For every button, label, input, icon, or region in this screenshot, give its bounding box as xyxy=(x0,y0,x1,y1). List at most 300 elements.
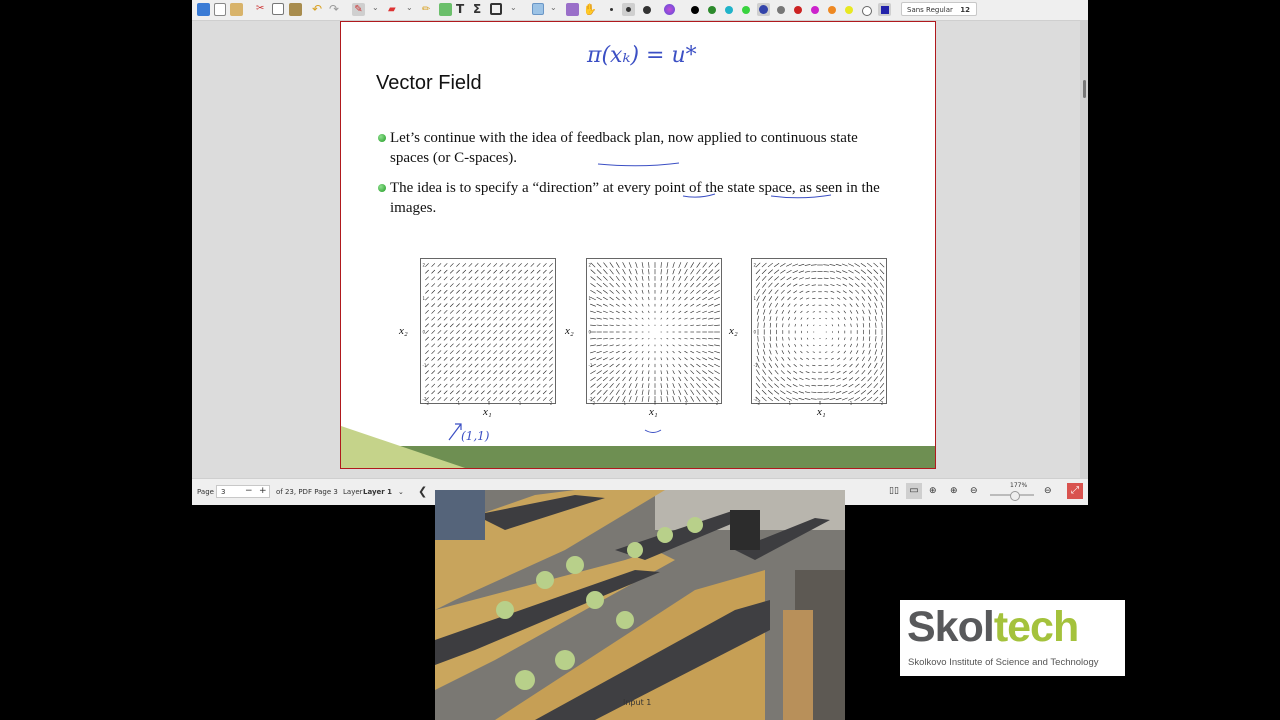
vector-arrow xyxy=(463,357,466,360)
vector-arrow xyxy=(806,285,810,286)
vector-arrow xyxy=(769,290,772,295)
vector-arrow xyxy=(667,269,668,274)
vector-arrow xyxy=(782,310,784,314)
vector-arrow xyxy=(549,297,552,300)
vector-arrow xyxy=(610,262,614,267)
vector-arrow xyxy=(629,269,631,274)
vector-arrow xyxy=(863,350,865,354)
color-green-icon[interactable] xyxy=(708,6,716,14)
vector-arrow xyxy=(543,283,546,286)
vector-arrow xyxy=(438,270,441,273)
vector-arrow xyxy=(531,397,534,400)
vector-arrow xyxy=(537,263,540,266)
vector-arrow xyxy=(629,290,631,294)
vector-arrow xyxy=(444,397,447,400)
vector-arrow xyxy=(506,277,509,280)
vector-arrow xyxy=(769,356,771,361)
vector-arrow xyxy=(487,371,490,374)
vector-arrow xyxy=(861,390,866,394)
vector-arrow xyxy=(481,397,484,400)
vector-arrow xyxy=(512,297,515,300)
vector-arrow xyxy=(537,397,540,400)
thick-line-icon[interactable] xyxy=(643,6,651,14)
vector-arrow xyxy=(549,364,552,367)
vector-arrow xyxy=(603,364,608,367)
vector-arrow xyxy=(525,263,528,266)
vector-arrow xyxy=(830,385,835,386)
vector-arrow xyxy=(702,358,707,360)
vector-arrow xyxy=(762,270,766,274)
color-lightgreen-icon[interactable] xyxy=(742,6,750,14)
vector-arrow xyxy=(811,278,816,279)
vector-arrow xyxy=(543,304,546,307)
font-selector[interactable] xyxy=(901,2,977,16)
color-black-icon[interactable] xyxy=(691,6,699,14)
vector-arrow xyxy=(714,304,720,306)
vector-arrow xyxy=(506,384,509,387)
vector-arrow xyxy=(636,283,638,287)
vector-arrow xyxy=(432,391,435,394)
vector-arrow xyxy=(591,390,596,394)
vector-arrow xyxy=(768,263,773,267)
vertical-scrollbar[interactable] xyxy=(1080,20,1088,478)
vector-arrow xyxy=(843,297,846,299)
vector-arrow xyxy=(525,283,528,286)
vector-arrow xyxy=(685,383,688,388)
vector-arrow xyxy=(690,318,694,319)
vector-arrow xyxy=(636,262,638,268)
vector-arrow xyxy=(494,357,497,360)
vector-arrow xyxy=(463,384,466,387)
vector-arrow xyxy=(673,358,675,361)
page-info: of 23, PDF Page 3 xyxy=(276,488,338,496)
vector-arrow xyxy=(775,290,778,294)
vector-arrow xyxy=(444,317,447,320)
vector-arrow xyxy=(708,297,713,300)
color-gray-icon[interactable] xyxy=(777,6,785,14)
vector-arrow xyxy=(684,325,687,326)
vector-arrow xyxy=(610,283,614,287)
layer-prev-icon[interactable]: ❮ xyxy=(418,485,428,498)
eraser-dropdown-icon[interactable]: ⌄ xyxy=(406,3,413,12)
color-magenta-icon[interactable] xyxy=(811,6,819,14)
vector-arrow xyxy=(673,370,675,374)
open-folder-icon[interactable] xyxy=(230,3,243,16)
vector-arrow xyxy=(673,318,675,319)
vector-arrow xyxy=(781,283,785,286)
vector-arrow xyxy=(880,390,884,395)
vector-arrow xyxy=(603,283,608,287)
vector-arrow xyxy=(444,384,447,387)
vector-arrow xyxy=(616,283,619,287)
fullscreen-icon[interactable]: ⤢ xyxy=(1067,483,1083,499)
vector-arrow xyxy=(811,265,817,266)
vector-arrow xyxy=(799,284,803,286)
pen-dropdown-icon[interactable]: ⌄ xyxy=(372,3,379,12)
vector-arrow xyxy=(603,358,608,360)
zoom-in-icon[interactable]: ⊕ xyxy=(950,486,958,496)
vector-arrow xyxy=(506,391,509,394)
vector-arrow xyxy=(708,276,713,280)
image-icon[interactable] xyxy=(439,3,452,16)
vector-arrow xyxy=(512,384,515,387)
vector-arrow xyxy=(850,317,851,320)
vector-arrow xyxy=(667,325,669,326)
vector-arrow xyxy=(481,317,484,320)
color-white-icon[interactable] xyxy=(862,6,872,16)
vector-arrow xyxy=(506,263,509,266)
vector-arrow xyxy=(642,364,643,367)
vector-arrow xyxy=(696,269,700,274)
vector-arrow xyxy=(438,290,441,293)
zoom-fit-icon[interactable]: ⊕ xyxy=(929,486,937,496)
vector-arrow xyxy=(616,262,619,267)
vector-arrow xyxy=(636,390,638,395)
vector-arrow xyxy=(770,336,771,341)
vector-arrow xyxy=(715,263,719,267)
thin-line-icon[interactable] xyxy=(610,8,613,11)
vector-arrow xyxy=(780,391,785,394)
vector-arrow xyxy=(824,271,829,272)
vector-arrow xyxy=(774,390,779,394)
vector-arrow xyxy=(649,396,650,402)
vector-arrow xyxy=(475,344,478,347)
vector-arrow xyxy=(849,284,853,287)
vector-arrow xyxy=(702,276,706,280)
vector-arrow xyxy=(757,316,758,322)
vector-arrow xyxy=(481,384,484,387)
vector-arrow xyxy=(525,357,528,360)
vector-arrow xyxy=(500,277,503,280)
vector-arrow xyxy=(708,351,713,353)
page-increment-icon[interactable]: + xyxy=(259,486,267,496)
vector-arrow xyxy=(696,283,700,287)
scrollbar-thumb[interactable] xyxy=(1083,80,1086,98)
vector-arrow xyxy=(432,397,435,400)
vector-arrow xyxy=(764,323,765,328)
vector-arrow xyxy=(494,377,497,380)
vector-arrow xyxy=(438,304,441,307)
vector-arrow xyxy=(837,291,841,293)
vector-arrow xyxy=(850,310,852,313)
vector-arrow xyxy=(831,372,835,373)
vector-arrow xyxy=(667,364,668,367)
vector-arrow xyxy=(481,290,484,293)
vector-arrow xyxy=(875,343,876,348)
vector-arrow xyxy=(623,370,626,374)
medium-line-icon[interactable] xyxy=(622,3,635,16)
vector-arrow xyxy=(770,323,771,328)
vector-arrow xyxy=(629,318,632,319)
vector-arrow xyxy=(874,283,878,288)
vector-arrow xyxy=(636,276,638,281)
vector-arrow xyxy=(649,390,650,395)
vector-arrow xyxy=(597,297,602,300)
vector-arrow xyxy=(475,384,478,387)
vector-arrow xyxy=(444,263,447,266)
vector-arrow xyxy=(487,317,490,320)
save-icon[interactable] xyxy=(197,3,210,16)
vector-arrow xyxy=(690,276,693,281)
vector-arrow xyxy=(801,324,802,326)
vector-arrow xyxy=(444,283,447,286)
page-number-input[interactable]: 3 xyxy=(221,488,226,496)
vector-arrow xyxy=(774,276,779,280)
vector-arrow xyxy=(696,390,700,395)
vector-arrow xyxy=(868,283,872,288)
single-page-view-icon[interactable]: ▭ xyxy=(906,483,922,499)
vector-arrow xyxy=(757,296,760,302)
vector-arrow xyxy=(684,338,687,339)
vector-arrow xyxy=(512,344,515,347)
vector-arrow xyxy=(775,357,777,361)
vector-arrow xyxy=(661,269,662,274)
vector-arrow xyxy=(537,357,540,360)
vector-arrow xyxy=(661,396,662,402)
zoom-slider-knob[interactable] xyxy=(1010,491,1020,501)
vector-arrow xyxy=(590,311,596,313)
vector-arrow xyxy=(702,290,707,293)
y-tick-label: 0 xyxy=(422,329,426,335)
vector-arrow xyxy=(469,283,472,286)
zoom-out-icon[interactable]: ⊖ xyxy=(970,486,978,496)
vector-arrow xyxy=(425,277,428,280)
vector-arrow xyxy=(525,337,528,340)
zoom-slider[interactable] xyxy=(990,494,1034,496)
vector-arrow xyxy=(788,304,790,307)
vector-arrow xyxy=(444,270,447,273)
page-spinner[interactable] xyxy=(216,485,270,498)
vertical-space-icon[interactable] xyxy=(566,3,579,16)
vector-arrow xyxy=(642,290,643,294)
vector-arrow xyxy=(494,304,497,307)
vector-arrow xyxy=(444,377,447,380)
vector-arrow xyxy=(518,310,521,313)
vector-arrow xyxy=(642,325,644,326)
vector-arrow xyxy=(768,397,773,401)
vector-arrow xyxy=(762,376,766,381)
shape-icon[interactable] xyxy=(490,3,502,15)
highlighter-icon[interactable]: ✏ xyxy=(422,4,431,15)
vector-arrow xyxy=(813,318,815,319)
vector-arrow xyxy=(438,371,441,374)
vector-arrow xyxy=(590,290,595,293)
vector-arrow xyxy=(868,290,871,295)
vector-arrow xyxy=(438,310,441,313)
bullet-dot-icon xyxy=(378,134,386,142)
vector-arrow xyxy=(837,378,841,380)
vector-arrow xyxy=(825,358,828,359)
vector-arrow xyxy=(649,262,650,268)
vector-arrow xyxy=(702,370,707,373)
vector-arrow xyxy=(623,377,626,381)
vector-arrow xyxy=(696,338,700,339)
eraser-icon[interactable]: ▰ xyxy=(388,4,396,15)
vector-arrow xyxy=(432,350,435,353)
vector-arrow xyxy=(642,351,643,353)
vector-arrow xyxy=(690,364,694,367)
select-rect-icon[interactable] xyxy=(532,3,544,15)
two-page-view-icon[interactable]: ▯▯ xyxy=(889,486,899,496)
x-tick-label: -2 xyxy=(425,400,429,405)
vector-arrow xyxy=(661,370,662,374)
vector-arrow xyxy=(836,385,841,387)
color-red-icon[interactable] xyxy=(794,6,802,14)
vector-arrow xyxy=(708,364,713,367)
vector-arrow xyxy=(831,305,834,306)
vector-arrow xyxy=(456,317,459,320)
vector-arrow xyxy=(537,317,540,320)
vector-arrow xyxy=(811,392,816,393)
vector-arrow xyxy=(616,390,619,395)
vector-arrow xyxy=(799,378,803,380)
vector-arrow xyxy=(685,297,688,300)
vector-arrow xyxy=(456,283,459,286)
vector-arrow xyxy=(824,385,829,386)
vector-arrow xyxy=(787,371,791,374)
vector-arrow xyxy=(673,290,675,294)
vector-arrow xyxy=(882,322,883,328)
custom-color-icon[interactable] xyxy=(878,3,891,16)
vector-arrow xyxy=(456,277,459,280)
vector-arrow xyxy=(456,297,459,300)
vector-arrow xyxy=(642,304,643,307)
vector-arrow xyxy=(825,345,827,346)
vector-arrow xyxy=(667,390,668,395)
vector-arrow xyxy=(438,277,441,280)
zoom-value: 177% xyxy=(1010,482,1028,489)
hand-icon[interactable]: ✋ xyxy=(583,3,597,16)
vector-arrow xyxy=(537,324,540,327)
vector-arrow xyxy=(475,304,478,307)
vector-arrow xyxy=(868,363,871,368)
vector-arrow xyxy=(867,270,872,274)
color-yellow-icon[interactable] xyxy=(845,6,853,14)
vector-arrow xyxy=(838,344,839,346)
vector-arrow xyxy=(531,337,534,340)
lecture-room-scene xyxy=(435,490,845,720)
vector-arrow xyxy=(537,337,540,340)
vector-arrow xyxy=(438,317,441,320)
vector-arrow xyxy=(444,324,447,327)
vector-arrow xyxy=(487,290,490,293)
vector-arrow xyxy=(475,357,478,360)
copy-icon[interactable] xyxy=(272,3,284,15)
select-dropdown-icon[interactable]: ⌄ xyxy=(550,3,557,12)
vector-arrow xyxy=(702,283,707,287)
vector-arrow xyxy=(781,370,784,373)
vector-arrow xyxy=(525,350,528,353)
vector-arrow xyxy=(667,283,668,287)
vector-arrow xyxy=(603,351,608,353)
vector-arrow xyxy=(642,345,643,346)
vector-arrow xyxy=(610,290,614,293)
vector-arrow xyxy=(869,350,871,355)
vector-arrow xyxy=(862,296,865,300)
vector-arrow xyxy=(494,317,497,320)
x-tick-label: -2 xyxy=(591,400,595,405)
undo-icon[interactable]: ↶ xyxy=(312,2,323,16)
vector-arrow xyxy=(537,350,540,353)
vector-arrow xyxy=(506,330,509,333)
vector-arrow xyxy=(684,345,687,346)
y-tick-label: 1 xyxy=(588,296,592,301)
vector-arrow xyxy=(874,289,877,294)
vector-arrow xyxy=(635,297,637,300)
xournal-window xyxy=(192,0,1088,504)
new-page-icon[interactable] xyxy=(214,3,226,16)
vector-arrow xyxy=(463,330,466,333)
paste-icon[interactable] xyxy=(289,3,302,16)
vector-arrow xyxy=(702,345,707,346)
vector-arrow xyxy=(642,390,643,395)
vector-arrow xyxy=(714,371,719,374)
vector-arrow xyxy=(456,391,459,394)
color-blue-selected-icon[interactable] xyxy=(757,3,770,16)
vector-arrow xyxy=(629,351,632,353)
vector-arrow xyxy=(691,396,694,401)
vector-arrow xyxy=(549,330,552,333)
shape-dropdown-icon[interactable]: ⌄ xyxy=(510,3,517,12)
vector-arrow xyxy=(487,277,490,280)
vector-arrow xyxy=(691,269,694,274)
vector-arrow xyxy=(763,370,766,375)
vector-arrow xyxy=(642,311,643,313)
vector-arrow xyxy=(806,298,809,299)
layer-selector[interactable]: Layer 1 xyxy=(363,488,393,496)
vector-arrow xyxy=(758,322,759,328)
redo-icon[interactable]: ↷ xyxy=(329,2,340,16)
latex-icon[interactable]: Σ xyxy=(473,2,482,16)
color-cyan-icon[interactable] xyxy=(725,6,733,14)
vector-arrow xyxy=(850,357,852,360)
color-picker-icon[interactable] xyxy=(664,4,675,15)
vector-arrow xyxy=(800,311,802,313)
vector-arrow xyxy=(642,276,643,281)
text-tool-icon[interactable]: T xyxy=(456,2,465,16)
zoom-reset-icon[interactable]: ⊖ xyxy=(1044,486,1052,496)
vector-arrow xyxy=(636,269,638,274)
vector-arrow xyxy=(782,350,784,354)
vector-arrow xyxy=(549,270,552,273)
vector-arrow xyxy=(450,270,453,273)
vector-arrow xyxy=(450,324,453,327)
vector-arrow xyxy=(610,351,614,353)
vector-arrow xyxy=(805,385,810,386)
vector-arrow xyxy=(475,297,478,300)
vector-arrow xyxy=(667,396,668,402)
vector-arrow xyxy=(623,297,626,300)
page-decrement-icon[interactable]: − xyxy=(245,486,253,496)
vector-arrow xyxy=(481,357,484,360)
vector-arrow xyxy=(616,370,619,373)
color-orange-icon[interactable] xyxy=(828,6,836,14)
pen-icon[interactable]: ✎ xyxy=(352,3,365,16)
vector-arrow xyxy=(876,336,877,341)
vector-arrow xyxy=(629,325,632,326)
vector-arrow xyxy=(768,276,772,280)
vector-arrow xyxy=(629,383,631,388)
vector-plot-rotational xyxy=(751,258,887,404)
layer-dropdown-icon[interactable]: ⌄ xyxy=(398,488,404,496)
cut-icon[interactable]: ✂ xyxy=(256,3,265,14)
vector-arrow xyxy=(775,283,779,287)
vector-arrow xyxy=(696,364,700,367)
vector-arrow xyxy=(549,377,552,380)
plot-3-xlabel: x₁ xyxy=(817,406,826,418)
slide-title: Vector Field xyxy=(376,72,482,94)
vector-arrow xyxy=(857,337,858,341)
